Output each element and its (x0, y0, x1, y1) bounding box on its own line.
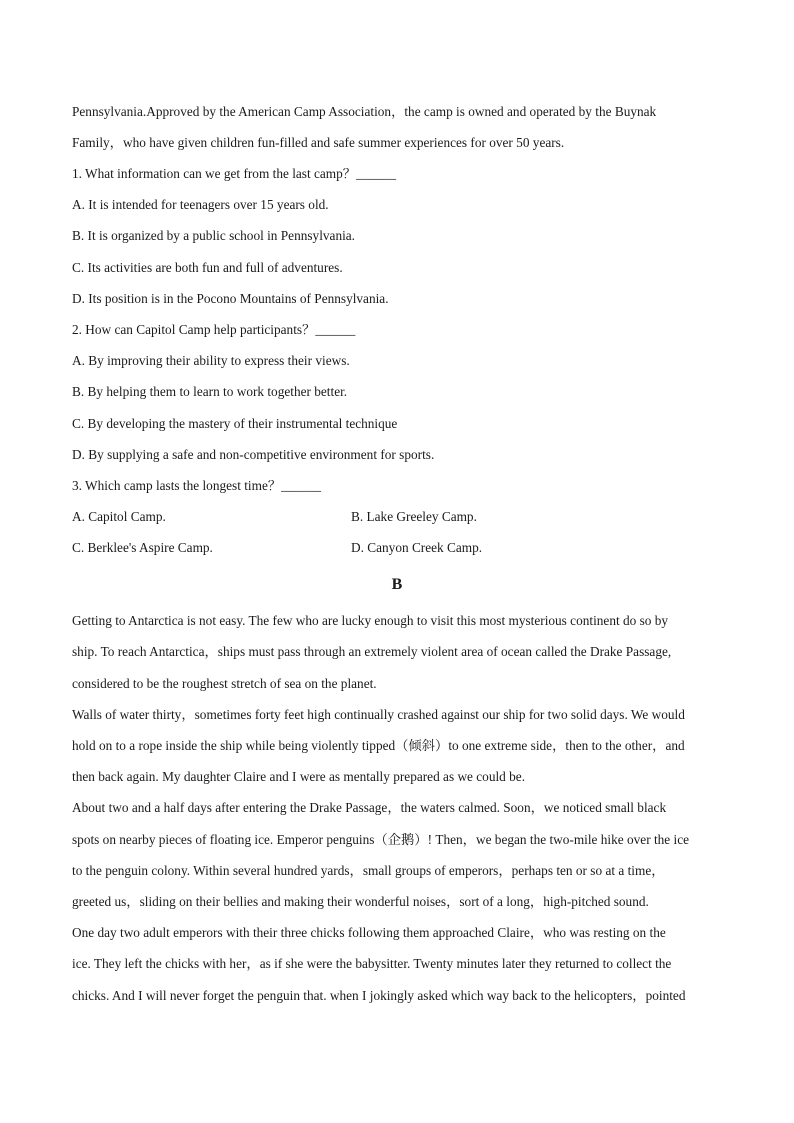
question-1-option-d: D. Its position is in the Pocono Mountains of Pennsylvania. (72, 291, 389, 306)
passage-b-line-8: spots on nearby pieces of floating ice. Emperor penguins（企鹅）! Then，we began the two-mile hike over the ice (72, 832, 690, 847)
question-3-option-d: D. Canyon Creek Camp. (351, 540, 483, 555)
question-2-stem: 2. How can Capitol Camp help participants？______ (72, 322, 356, 337)
question-3-option-a: A. Capitol Camp. (72, 509, 166, 524)
question-2-option-c: C. By developing the mastery of their instrumental technique (72, 416, 398, 431)
question-1-option-a: A. It is intended for teenagers over 15 years old. (72, 197, 329, 212)
question-2-option-d: D. By supplying a safe and non-competitive environment for sports. (72, 447, 435, 462)
passage-b-line-1: Getting to Antarctica is not easy. The few who are lucky enough to visit this most mysterious continent do so by (72, 613, 669, 628)
passage-b-line-4: Walls of water thirty，sometimes forty feet high continually crashed against our ship for two solid days. We would (72, 707, 685, 722)
passage-b-line-11: One day two adult emperors with their three chicks following them approached Claire，who was resting on the (72, 925, 666, 940)
question-1-option-c: C. Its activities are both fun and full of adventures. (72, 260, 343, 275)
passage-b-line-13: chicks. And I will never forget the penguin that. when I jokingly asked which way back to the helicopters，pointed (72, 988, 686, 1003)
question-1-stem: 1. What information can we get from the last camp？______ (72, 166, 396, 181)
passage-a-line-2: Family，who have given children fun-filled and safe summer experiences for over 50 years. (72, 135, 565, 150)
section-b-heading: B (391, 576, 403, 593)
question-3-option-c: C. Berklee's Aspire Camp. (72, 540, 213, 555)
question-3-stem: 3. Which camp lasts the longest time？______ (72, 478, 322, 493)
passage-b-line-3: considered to be the roughest stretch of sea on the planet. (72, 676, 377, 691)
question-1-option-b: B. It is organized by a public school in Pennsylvania. (72, 228, 356, 243)
passage-b-line-7: About two and a half days after entering the Drake Passage，the waters calmed. Soon，we noticed small black (72, 800, 667, 815)
passage-b-line-2: ship. To reach Antarctica，ships must pass through an extremely violent area of ocean called the Drake Passage, (72, 644, 672, 659)
question-3-option-b: B. Lake Greeley Camp. (351, 509, 477, 524)
passage-b-line-12: ice. They left the chicks with her，as if she were the babysitter. Twenty minutes later they returned to collect the (72, 956, 672, 971)
question-2-option-a: A. By improving their ability to express their views. (72, 353, 350, 368)
passage-b-line-5: hold on to a rope inside the ship while being violently tipped（倾斜）to one extreme side，then to the other，and (72, 738, 685, 753)
passage-b-line-6: then back again. My daughter Claire and I were as mentally prepared as we could be. (72, 769, 526, 784)
passage-a-line-1: Pennsylvania.Approved by the American Camp Association，the camp is owned and operated by the Buynak (72, 104, 657, 119)
passage-b-line-9: to the penguin colony. Within several hundred yards，small groups of emperors，perhaps ten or so at a time， (72, 863, 665, 878)
question-2-option-b: B. By helping them to learn to work together better. (72, 384, 348, 399)
passage-b-line-10: greeted us，sliding on their bellies and making their wonderful noises，sort of a long，high-pitched sound. (72, 894, 649, 909)
